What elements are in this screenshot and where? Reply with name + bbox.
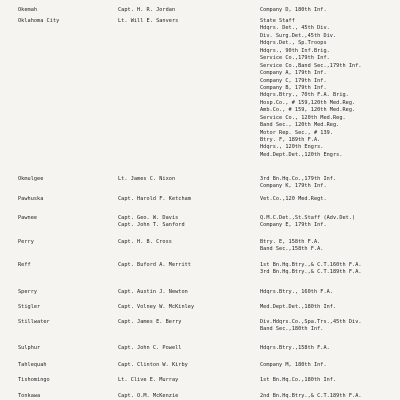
unit-list: Med.Dept.Det.,180th Inf. <box>260 304 337 310</box>
officer-list: Capt. Buford A. Merritt <box>118 262 191 268</box>
officer-list: Lt. Will E. Sanvers <box>118 18 179 24</box>
city-name: Tonkawa <box>18 393 41 399</box>
city-name: Stillwater <box>18 319 50 325</box>
unit-list: Hdqrs.Btry., 160th F.A. <box>260 289 333 295</box>
officer-list: Capt. James E. Berry <box>118 319 182 325</box>
officer-list: Lt. James C. Nixon <box>118 176 176 182</box>
city-name: Pawhuska <box>18 196 44 202</box>
officer-list: Capt. Harold F. Ketcham <box>118 196 191 202</box>
city-name: Oklahoma City <box>18 18 60 24</box>
officer-list: Capt. H. B. Cross <box>118 239 172 245</box>
unit-list: Vet.Co.,120 Med.Regt. <box>260 196 327 202</box>
officer-list: Capt. Clinton W. Kirby <box>118 362 188 368</box>
officer-list: Capt. H. R. Jordan <box>118 7 176 13</box>
officer-list: Capt. Geo. W. Davis Capt. John T. Sanford <box>118 215 185 229</box>
officer-list: Capt. O.M. McKenzie <box>118 393 179 399</box>
unit-list: State Staff Hdqrs. Det., 45th Div. Div. Surg.Det.,45th Div. Hdqrs.Det., Sp.Troops Hdqrs., 90th Inf.Brig. Service Co.,179th Inf. Service Co.,Band Sec.,179th Inf. Company A, 179th Inf. Company C, 179th Inf. Company B, 179th Inf. Hdqrs.Btry., 70th F.A. Brig. Hosp.Co., # 159,120th Med.Reg. Amb.Co., # 159, 120th Med.Reg. Service Co., 120th Med.Reg. Band Sec., 120th Med.Reg. Motor Rep. Sec., # 139. Btry. F, 189th F.A. Hdqrs., 120th Engrs. Med.Dept.Det.,120th Engrs. <box>260 18 362 158</box>
city-name: Sulphur <box>18 345 41 351</box>
officer-list: Capt. Volney W. McKinley <box>118 304 195 310</box>
city-name: Pawnee <box>18 215 38 221</box>
city-name: Okemah <box>18 7 38 13</box>
unit-list: 3rd Bn.Hq.Co.,179th Inf. Company K, 179th Inf. <box>260 176 337 190</box>
unit-list: 2nd Bn.Hq.Btry.,& C.T.189th F.A. <box>260 393 362 399</box>
officer-list: Capt. Austin J. Newton <box>118 289 188 295</box>
city-name: Reff <box>18 262 31 268</box>
officer-list: Capt. John C. Powell <box>118 345 182 351</box>
city-name: Tahlequah <box>18 362 47 368</box>
officer-list: Lt. Clive E. Murray <box>118 377 179 383</box>
city-name: Okmulgee <box>18 176 44 182</box>
city-name: Sperry <box>18 289 38 295</box>
city-name: Tishomingo <box>18 377 50 383</box>
unit-list: Company M, 180th Inf. <box>260 362 327 368</box>
city-name: Stigler <box>18 304 41 310</box>
unit-list: 1st Bn.Hq.Btry.,& C.T.160th F.A. 3rd Bn.Hq.Btry.,& C.T.189th F.A. <box>260 262 362 276</box>
city-name: Perry <box>18 239 34 245</box>
unit-list: Btry. E, 158th F.A. Band Sec.,158th F.A. <box>260 239 324 253</box>
unit-list: Hdqrs.Btry.,158th F.A. <box>260 345 330 351</box>
unit-list: Div.Hdqrs.Co.,Spa.Trs.,45th Div. Band Sec.,180th Inf. <box>260 319 362 333</box>
unit-list: Company D, 180th Inf. <box>260 7 327 13</box>
unit-list: Q.M.C.Det.,St.Staff (Adv.Det.) Company E, 179th Inf. <box>260 215 356 229</box>
unit-list: 1st Bn.Hq.Co.,180th Inf. <box>260 377 337 383</box>
